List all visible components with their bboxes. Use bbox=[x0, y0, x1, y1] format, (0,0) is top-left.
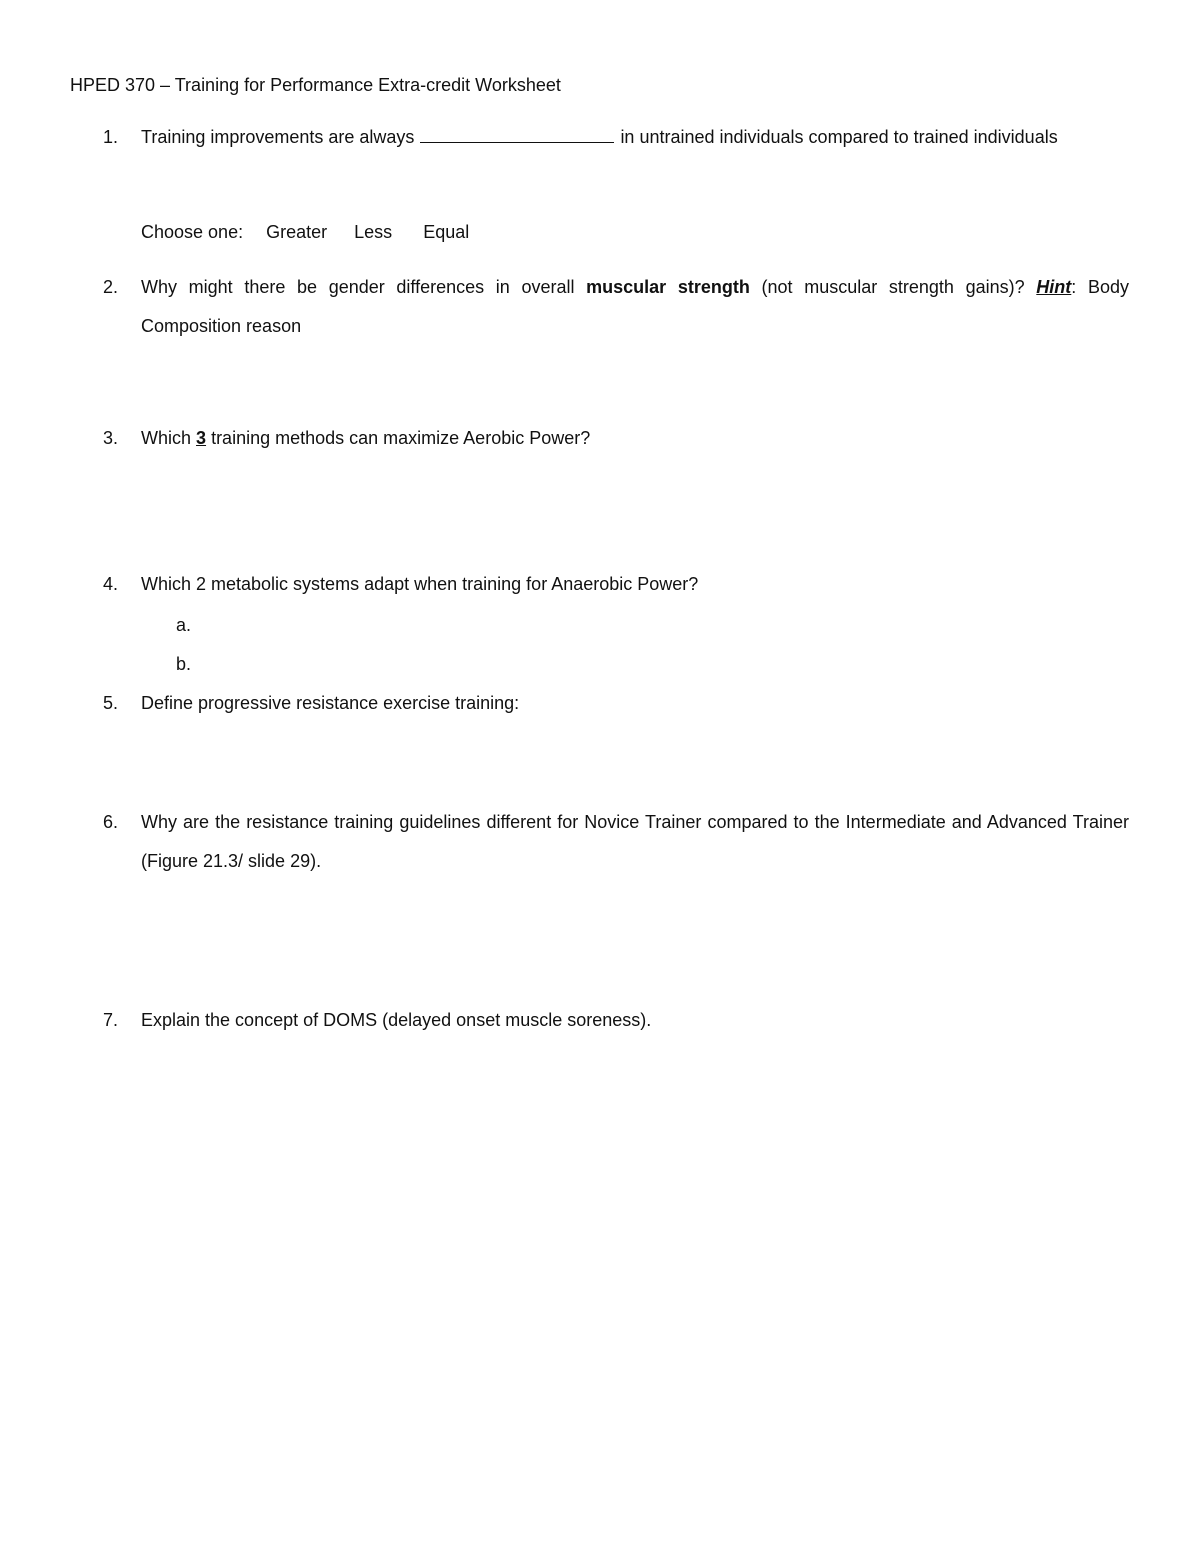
question-2 bbox=[103, 268, 1129, 346]
subitem-a: a. bbox=[176, 615, 192, 635]
answer-blank[interactable] bbox=[420, 124, 614, 143]
question-text: Why might there be gender differences in overall muscular strength (not muscular strength gains)? Hint: Body Composition reason bbox=[141, 277, 1129, 336]
question-text: Training improvements are always in untrained individuals compared to trained individuals bbox=[141, 118, 1129, 157]
question-6 bbox=[103, 803, 1129, 881]
question-text: Why are the resistance training guidelines different for Novice Trainer compared to the Intermediate and Advanced Trainer (Figure 21.3/ slide 29). bbox=[141, 812, 1129, 871]
option-equal: Equal bbox=[423, 222, 470, 242]
question-4 bbox=[103, 565, 1129, 604]
subitem-b: b. bbox=[176, 654, 192, 674]
question-text: Define progressive resistance exercise training: bbox=[141, 693, 520, 713]
question-number: 7. bbox=[103, 1010, 119, 1030]
question-3 bbox=[103, 419, 1129, 458]
question-number: 1. bbox=[103, 127, 119, 147]
question-5 bbox=[103, 684, 1129, 723]
choose-label: Choose one: bbox=[141, 222, 244, 242]
emphasis-number: 3 bbox=[196, 428, 207, 448]
question-1 bbox=[103, 118, 1129, 157]
question-number: 3. bbox=[103, 428, 119, 448]
question-number: 6. bbox=[103, 812, 119, 832]
page-title: HPED 370 – Training for Performance Extra-credit Worksheet bbox=[70, 75, 561, 95]
question-number: 5. bbox=[103, 693, 119, 713]
question-number: 2. bbox=[103, 277, 119, 297]
question-text: Which 2 metabolic systems adapt when training for Anaerobic Power? bbox=[141, 574, 699, 594]
emphasis-muscular-strength: muscular strength bbox=[586, 277, 750, 297]
question-text: Which 3 training methods can maximize Aerobic Power? bbox=[141, 428, 591, 448]
option-less: Less bbox=[354, 222, 393, 242]
question-text: Explain the concept of DOMS (delayed onset muscle soreness). bbox=[141, 1010, 652, 1030]
question-7 bbox=[103, 1001, 1129, 1040]
hint-label: Hint bbox=[1036, 277, 1072, 297]
choose-one-options bbox=[141, 220, 469, 244]
option-greater: Greater bbox=[266, 222, 328, 242]
question-number: 4. bbox=[103, 574, 119, 594]
